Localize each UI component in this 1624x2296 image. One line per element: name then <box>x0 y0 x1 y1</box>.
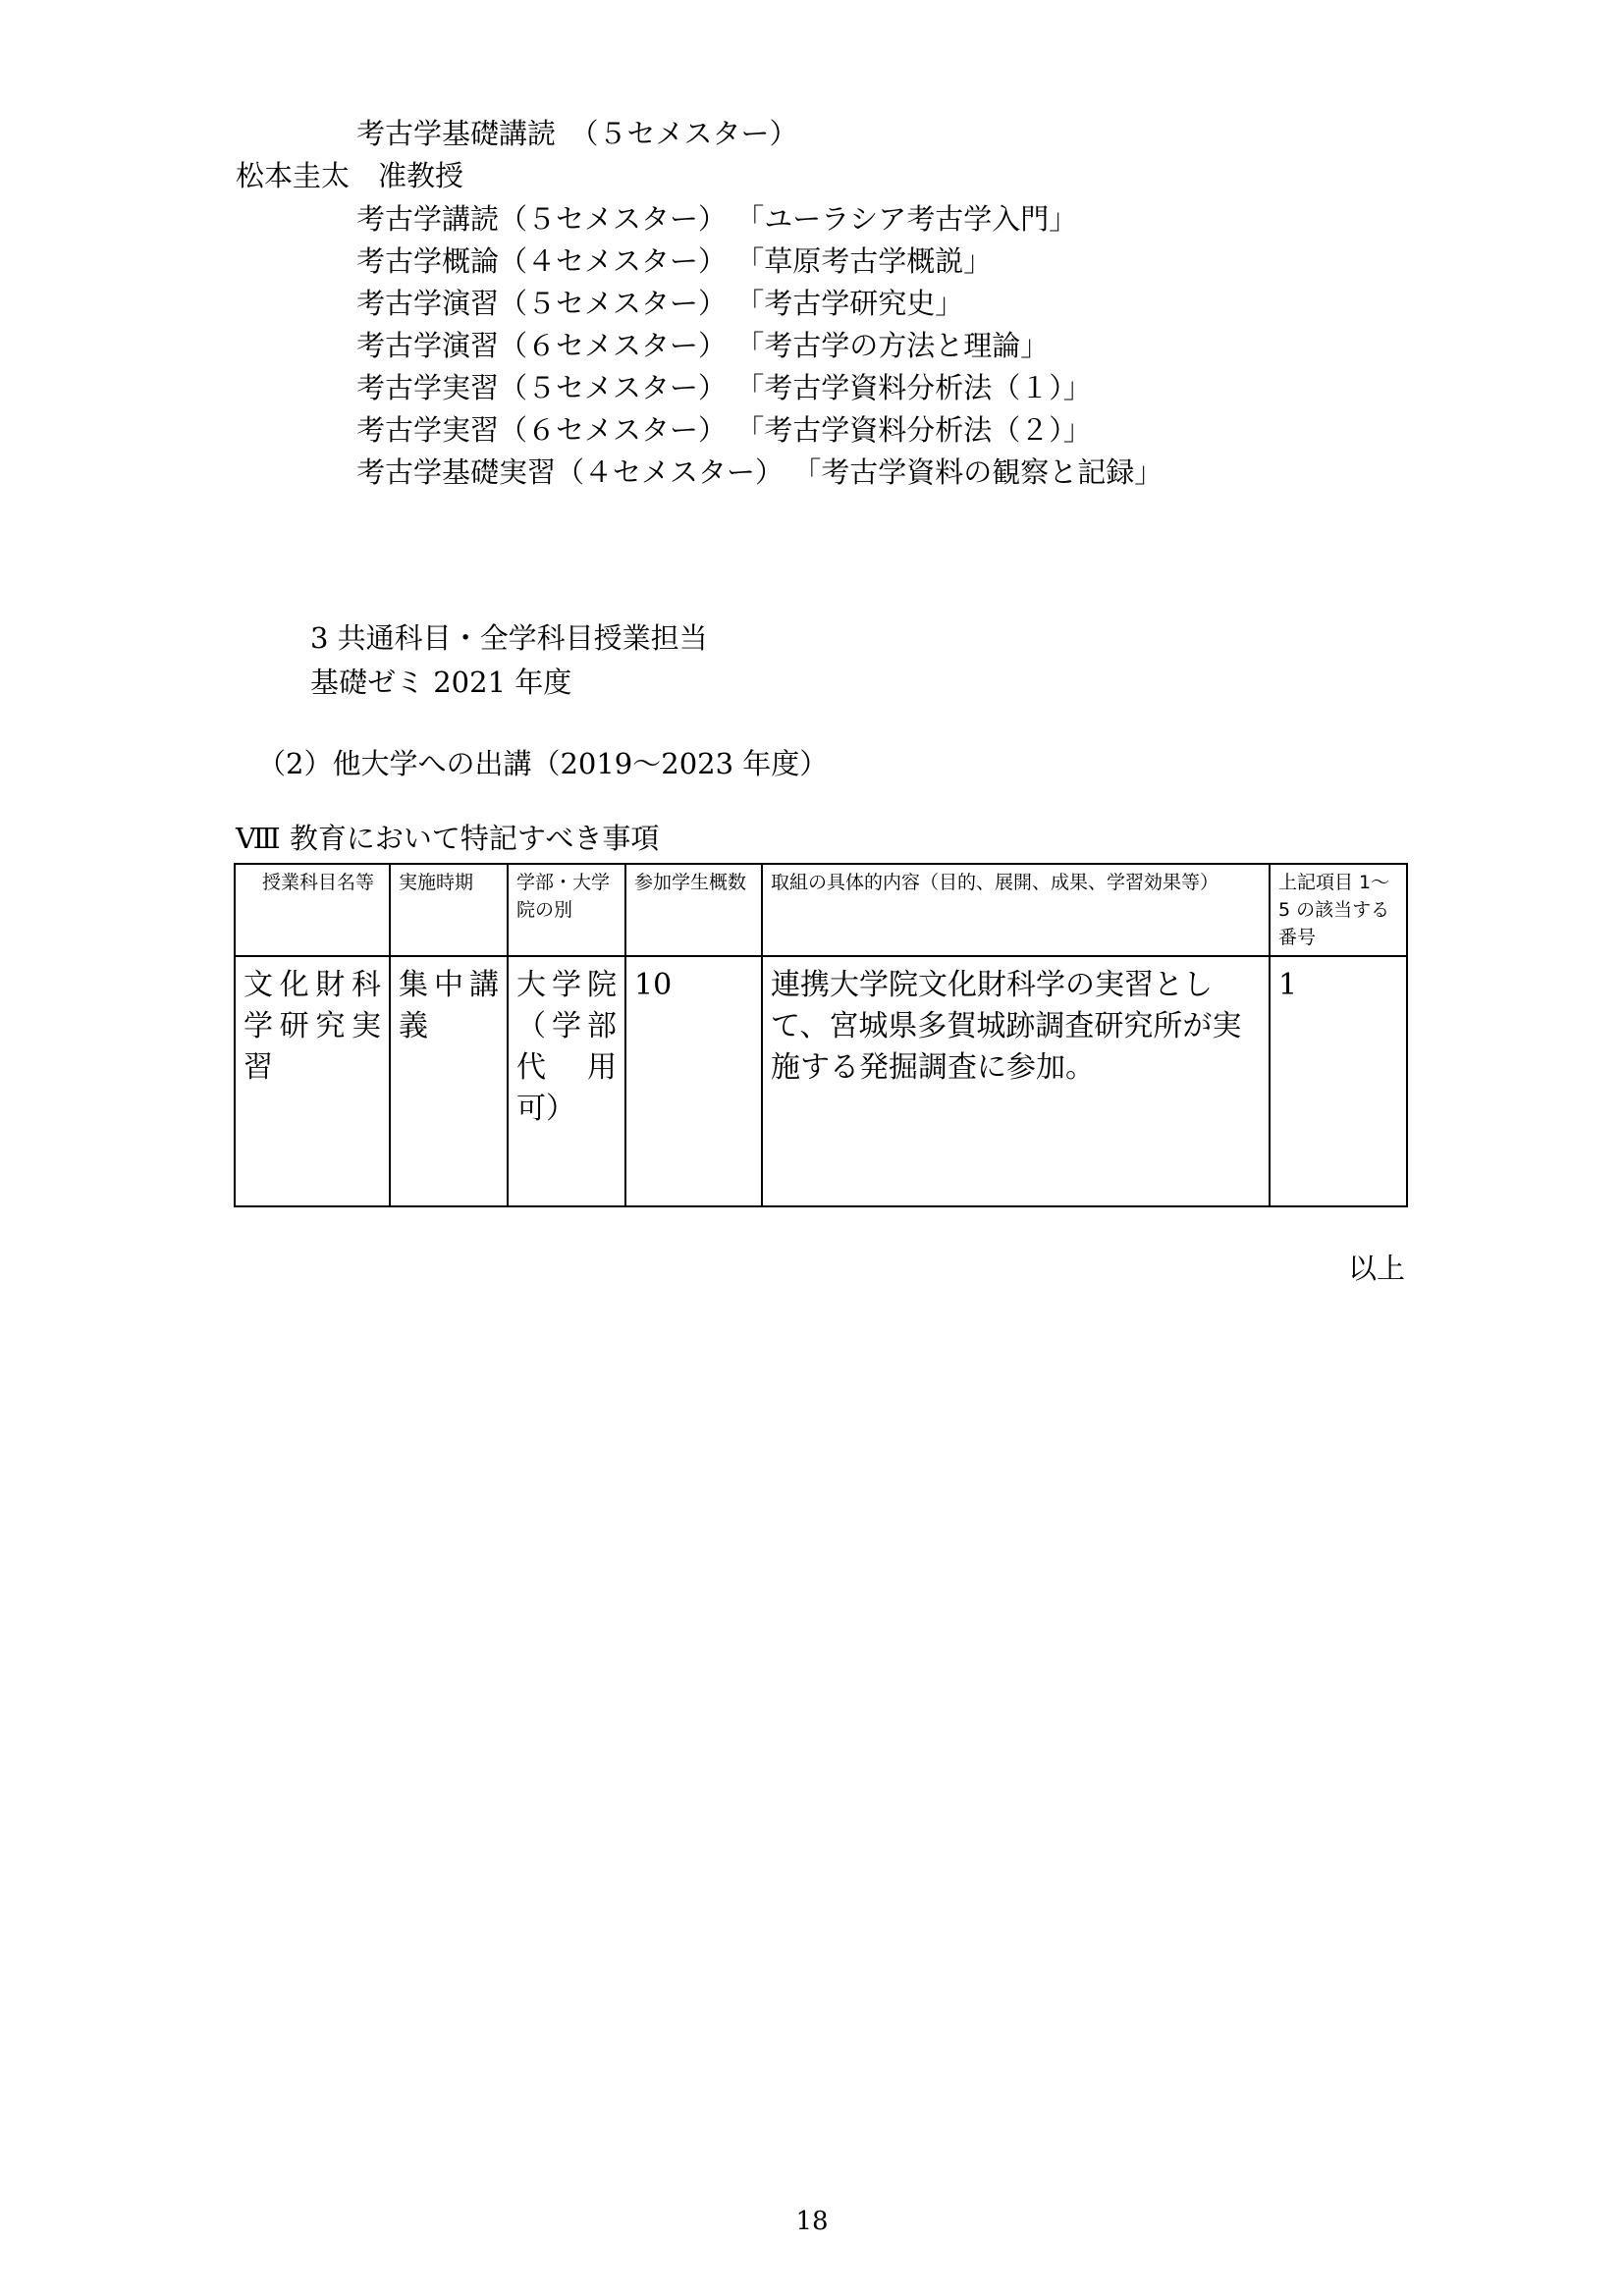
instructor-name: 松本圭太 <box>236 159 351 192</box>
header-item-number: 上記項目 1～5 の該当する番号 <box>1270 864 1407 956</box>
instructor-title: 准教授 <box>378 159 464 192</box>
table-header-row <box>235 864 1407 956</box>
education-table <box>234 863 1408 1207</box>
course-topic: 「考古学資料分析法（１）」 <box>735 371 1092 404</box>
course-name: 考古学演習 <box>356 287 500 320</box>
course-name: 考古学講読 <box>356 202 500 236</box>
course-line <box>356 455 1164 489</box>
course-line <box>356 329 1050 362</box>
course-line <box>356 371 1092 404</box>
course-topic: 「草原考古学概説」 <box>735 244 993 278</box>
course-name: 考古学実習 <box>356 371 500 404</box>
course-semester: （５セメスター） <box>499 371 728 404</box>
header-faculty-division: 学部・大学院の別 <box>508 864 625 956</box>
cell-period: 集中講義 <box>390 956 508 1206</box>
course-semester: （４セメスター） <box>499 244 728 278</box>
course-line <box>356 202 1078 236</box>
course-name: 考古学概論 <box>356 244 500 278</box>
course-name: 考古学基礎講読 <box>356 117 557 150</box>
course-semester: （５セメスター） <box>584 117 798 150</box>
course-topic: 「考古学研究史」 <box>735 287 964 320</box>
instructor-line <box>236 159 464 192</box>
header-content: 取組の具体的内容（目的、展開、成果、学習効果等） <box>762 864 1270 956</box>
course-semester: （４セメスター） <box>556 455 785 489</box>
other-univ-lectures-heading: （2）他大学への出講（2019～2023 年度） <box>257 747 829 780</box>
header-students: 参加学生概数 <box>625 864 762 956</box>
cell-students: 10 <box>625 956 762 1206</box>
course-semester: （６セメスター） <box>499 413 728 447</box>
course-name: 考古学実習 <box>356 413 500 447</box>
table-row <box>235 956 1407 1206</box>
course-semester: （５セメスター） <box>499 202 728 236</box>
course-semester: （６セメスター） <box>499 329 728 362</box>
header-period: 実施時期 <box>390 864 508 956</box>
course-line <box>356 287 964 320</box>
section-3-item: 基礎ゼミ 2021 年度 <box>310 666 572 699</box>
closing-text: 以上 <box>1348 1252 1406 1285</box>
course-topic: 「考古学資料の観察と記録」 <box>792 455 1164 489</box>
cell-course-name: 文化財科学研究実習 <box>235 956 390 1206</box>
cell-content: 連携大学院文化財科学の実習として、宮城県多賀城跡調査研究所が実施する発掘調査に参加。 <box>762 956 1270 1206</box>
course-line <box>356 413 1092 447</box>
course-semester: （５セメスター） <box>499 287 728 320</box>
course-topic: 「ユーラシア考古学入門」 <box>735 202 1078 236</box>
cell-item-number: 1 <box>1270 956 1407 1206</box>
course-line <box>356 244 993 278</box>
course-topic: 「考古学の方法と理論」 <box>735 329 1050 362</box>
course-name: 考古学演習 <box>356 329 500 362</box>
page-number: 18 <box>795 2207 829 2236</box>
section-3-heading: 3 共通科目・全学科目授業担当 <box>310 621 708 655</box>
cell-faculty-division: 大学院（学部代用可） <box>508 956 625 1206</box>
course-name: 考古学基礎実習 <box>356 455 557 489</box>
course-topic: 「考古学資料分析法（２）」 <box>735 413 1092 447</box>
section-8-heading: Ⅷ 教育において特記すべき事項 <box>236 822 660 855</box>
header-course-name: 授業科目名等 <box>235 864 390 956</box>
top-course-line <box>356 117 798 150</box>
